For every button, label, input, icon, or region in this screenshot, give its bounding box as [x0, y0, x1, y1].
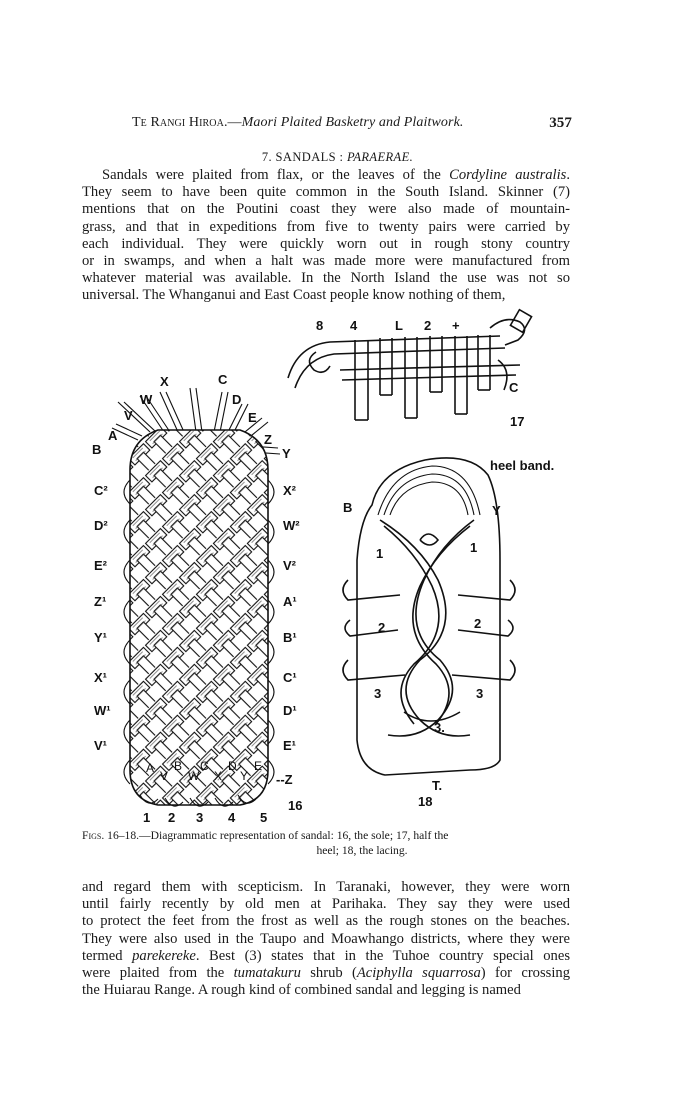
- italic-term: Cordyline australis: [449, 167, 567, 183]
- paragraph2-line: [82, 965, 570, 982]
- author-name: Te Rangi Hiroa.: [132, 115, 228, 130]
- caption-figs: Figs.: [82, 829, 105, 842]
- fig16-inner-label: V: [160, 769, 169, 783]
- text-run: the Huiarau Range. A rough kind of combined sandal and legging is named: [82, 982, 521, 999]
- text-run: mentions that on the Poutini coast they were also made of mountain-: [82, 201, 570, 218]
- text-run: termed: [82, 947, 133, 964]
- text-run: .: [566, 167, 570, 183]
- fig17-mark: 8: [316, 318, 324, 333]
- fig16-left-label: Y¹: [94, 630, 107, 645]
- paragraph-2: [82, 879, 570, 999]
- fig16-number-label: 1: [143, 810, 151, 825]
- fig16-inner-label: B: [174, 759, 183, 773]
- fig16-left-label: C²: [94, 483, 108, 498]
- fig16-corner-label: --Z: [276, 772, 293, 787]
- fig17-mark: 4: [350, 318, 358, 333]
- text-run: universal. The Whanganui and East Coast people know nothing of them,: [82, 287, 506, 304]
- running-title: Te Rangi Hiroa.—Maori Plaited Basketry and Plaitwork.: [132, 115, 464, 130]
- paragraph2-line: [82, 948, 570, 965]
- fig17-number: 17: [510, 414, 525, 429]
- text-run: until fairly recently by old men at Parihaka. They say they were used: [82, 896, 570, 913]
- fig16-right-label: B¹: [283, 630, 297, 645]
- fig16-number-label: 5: [260, 810, 268, 825]
- fig16-top-label: C: [218, 372, 228, 387]
- section-title: PARAERAE.: [346, 150, 414, 164]
- fig16-right-label: X²: [283, 483, 296, 498]
- fig18-loop-label: 3: [374, 686, 382, 701]
- fig16-inner-label: D: [228, 759, 237, 773]
- fig18-toe-label: T.: [432, 778, 443, 793]
- fig16-right-label: C¹: [283, 670, 297, 685]
- fig18-loop-label: 3.: [434, 720, 445, 735]
- fig18-corner-left: B: [343, 500, 353, 515]
- figure-17-heel: [288, 310, 532, 420]
- fig16-inner-label: C: [200, 759, 209, 773]
- text-run: ) for crossing: [480, 965, 570, 982]
- fig18-loop-label: 2: [474, 616, 482, 631]
- paragraph2-line: [82, 896, 570, 913]
- figure-16-sole: [112, 388, 280, 806]
- fig16-left-label: D²: [94, 518, 108, 533]
- fig16-inner-label: A: [146, 761, 155, 775]
- text-run: or in swamps, and when a halt was made more were manufactured from: [82, 253, 570, 270]
- text-run: to protect the feet from the frost as well as the rough stones on the beaches.: [82, 913, 570, 930]
- paragraph2-line: [82, 931, 570, 948]
- figure-18-lacing: [343, 458, 515, 775]
- fig16-number-label: 2: [168, 810, 176, 825]
- italic-term: tumatakuru: [233, 965, 301, 982]
- fig18-loop-label: 2: [378, 620, 386, 635]
- fig16-left-label: W¹: [94, 703, 111, 718]
- fig16-right-label: W²: [283, 518, 300, 533]
- fig16-top-label: V: [124, 408, 133, 423]
- fig16-top-label: D: [232, 392, 242, 407]
- caption-line-2: heel; 18, the lacing.: [316, 844, 408, 857]
- fig16-top-label: Z: [264, 432, 272, 447]
- caption-text-1: 16–18.—Diagrammatic representation of sandal: 16, the sole; 17, half the: [104, 829, 449, 842]
- fig16-number: 16: [288, 798, 303, 813]
- fig16-right-label: V²: [283, 558, 296, 573]
- fig16-number-label: 4: [228, 810, 236, 825]
- fig17-mark: +: [452, 318, 460, 333]
- italic-term: parekereke: [132, 947, 196, 964]
- text-run: Sandals were plaited from flax, or the leaves of the: [102, 167, 450, 183]
- fig17-labels: [316, 318, 524, 429]
- figure-caption: [82, 828, 572, 858]
- text-run: . Best (3) states that in the Tuhoe country special ones: [195, 947, 570, 964]
- text-run: each individual. They were quickly worn out in rough stony country: [82, 235, 570, 252]
- fig16-top-label: E: [248, 410, 257, 425]
- fig18-corner-right: Y: [492, 503, 501, 518]
- fig16-left-label: V¹: [94, 738, 107, 753]
- fig18-loop-label: 1: [470, 540, 478, 555]
- fig18-loop-label: 1: [376, 546, 384, 561]
- fig16-top-label: A: [108, 428, 118, 443]
- text-run: shrub (: [300, 965, 357, 982]
- fig16-number-label: 3: [196, 810, 204, 825]
- fig18-loop-label: 3: [476, 686, 484, 701]
- text-run: They were also used in the Taupo and Moawhango districts, where they were: [82, 930, 570, 947]
- fig16-inner-label: W: [188, 769, 200, 783]
- fig16-inner-label: E: [254, 759, 263, 773]
- italic-term: Aciphylla squarrosa: [356, 965, 481, 982]
- paragraph2-line: [82, 982, 570, 999]
- fig16-inner-label: X: [214, 769, 223, 783]
- fig16-top-label: B: [92, 442, 102, 457]
- paragraph2-line: [82, 913, 570, 930]
- fig16-top-label: W: [140, 392, 153, 407]
- text-run: grass, and that in expeditions from five to twenty pairs were carried by: [82, 218, 570, 235]
- page-number: 357: [549, 115, 572, 131]
- fig16-right-label: E¹: [283, 738, 296, 753]
- fig16-left-label: X¹: [94, 670, 107, 685]
- section-number: 7. SANDALS :: [261, 150, 344, 164]
- fig16-top-label: Y: [282, 446, 291, 461]
- book-title: Maori Plaited Basketry and Plaitwork.: [241, 115, 464, 130]
- fig18-number: 18: [418, 794, 433, 809]
- fig16-right-label: D¹: [283, 703, 297, 718]
- fig17-mark: 2: [424, 318, 432, 333]
- text-run: whatever material was available. In the North Island the use was not so: [82, 270, 570, 287]
- paragraph2-line: [82, 879, 570, 896]
- fig16-inner-label: Y: [240, 769, 249, 783]
- fig16-top-label: X: [160, 374, 169, 389]
- fig18-lacing-cords: [343, 520, 515, 736]
- fig17-side-label: C: [509, 380, 519, 395]
- text-run: and regard them with scepticism. In Taranaki, however, they were worn: [82, 879, 570, 895]
- fig16-right-label: A¹: [283, 594, 297, 609]
- fig18-heel-label: heel band.: [490, 458, 555, 473]
- text-run: They seem to have been quite common in the South Island. Skinner (7): [82, 184, 570, 201]
- fig16-left-label: E²: [94, 558, 107, 573]
- caption-line-1: [82, 828, 572, 843]
- fig17-mark: L: [395, 318, 403, 333]
- fig16-left-label: Z¹: [94, 594, 107, 609]
- text-run: were plaited from the: [82, 965, 234, 982]
